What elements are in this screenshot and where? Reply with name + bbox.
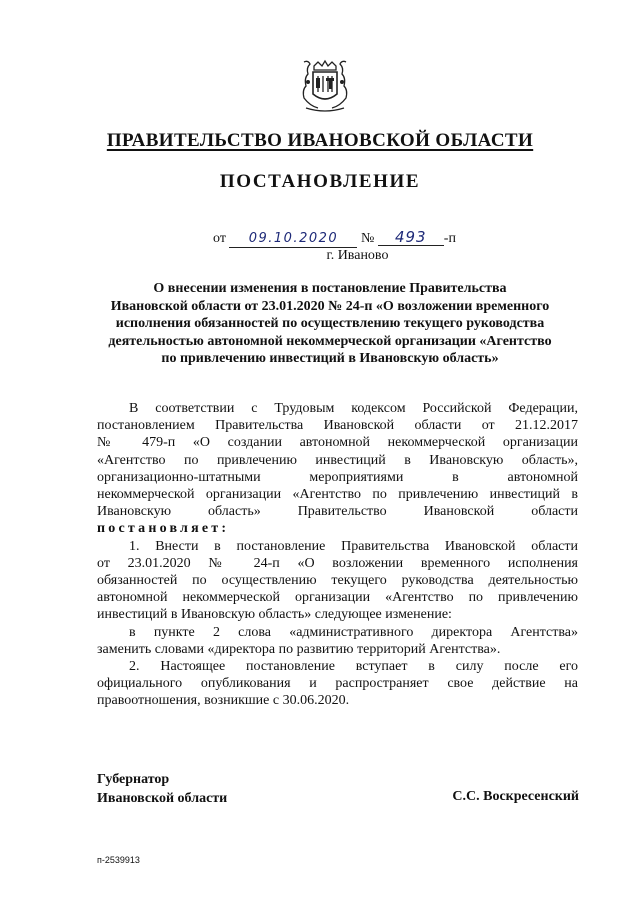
signatory-position xyxy=(97,770,227,808)
body-line: обязанностей по осуществлению текущего руководства деятельностью xyxy=(97,573,578,589)
body-line: № 479-п «О создании автономной некоммерческой организации xyxy=(97,435,578,451)
position-line: Ивановской области xyxy=(97,791,228,806)
signatory-name: С.С. Воскресенский xyxy=(452,789,579,804)
number-suffix: -п xyxy=(443,231,456,246)
resolves-word: постановляет: xyxy=(97,521,230,537)
body-line: инвестиций в Ивановскую область» следующее изменение: xyxy=(97,607,452,623)
subject-line: О внесении изменения в постановление Правительства xyxy=(153,281,507,296)
document-city: г. Иваново xyxy=(326,248,389,263)
body-line: «Агентство по привлечению инвестиций в Ивановскую область», xyxy=(97,452,578,468)
number-label: № xyxy=(360,231,375,246)
body-line: В соответствии с Трудовым кодексом Российской Федерации, xyxy=(129,401,578,416)
document-body xyxy=(97,400,578,710)
body-line: Ивановскую область» Правительство Ивановской области xyxy=(97,504,578,520)
organization-title: ПРАВИТЕЛЬСТВО ИВАНОВСКОЙ ОБЛАСТИ xyxy=(106,130,534,151)
document-number: 493 xyxy=(378,229,444,246)
document-subject xyxy=(90,280,570,368)
body-line: 2. Настоящее постановление вступает в силу после его xyxy=(129,659,578,675)
body-line: постановлением Правительства Ивановской области от 21.12.2017 xyxy=(97,418,578,434)
coat-of-arms-emblem xyxy=(296,58,354,114)
body-line: некоммерческой организации «Агентство по привлечению инвестиций в xyxy=(97,487,578,503)
subject-line: исполнения обязанностей по осуществлению текущего руководства xyxy=(115,316,545,331)
body-line: правоотношения, возникшие с 30.06.2020. xyxy=(97,693,350,709)
subject-line: деятельностью автономной некоммерческой организации «Агентство xyxy=(108,333,552,349)
body-line: заменить словами «директора по развитию территорий Агентства». xyxy=(97,641,501,657)
document-meta xyxy=(213,229,456,248)
subject-line: по привлечению инвестиций в Ивановскую область» xyxy=(161,351,499,366)
document-code: п-2539913 xyxy=(97,855,140,865)
body-line: организационно-штатными мероприятиями в автономной xyxy=(97,469,578,485)
body-line: от 23.01.2020 № 24-п «О возложении временного исполнения xyxy=(97,555,578,571)
date-label: от xyxy=(213,231,226,246)
body-line: официального опубликования и распространяет свое действие на xyxy=(97,676,578,692)
body-line: автономной некоммерческой организации «Агентство по привлечению xyxy=(97,590,578,606)
document-city-block xyxy=(0,248,640,264)
body-line: в пункте 2 слова «административного директора Агентства» xyxy=(129,624,578,640)
subject-line: Ивановской области от 23.01.2020 № 24-п «О возложении временного xyxy=(110,298,550,314)
position-line: Губернатор xyxy=(97,772,170,787)
document-date: 09.10.2020 xyxy=(229,231,357,248)
document-type: ПОСТАНОВЛЕНИЕ xyxy=(219,171,421,192)
body-line: 1. Внести в постановление Правительства Ивановской области xyxy=(129,538,578,554)
